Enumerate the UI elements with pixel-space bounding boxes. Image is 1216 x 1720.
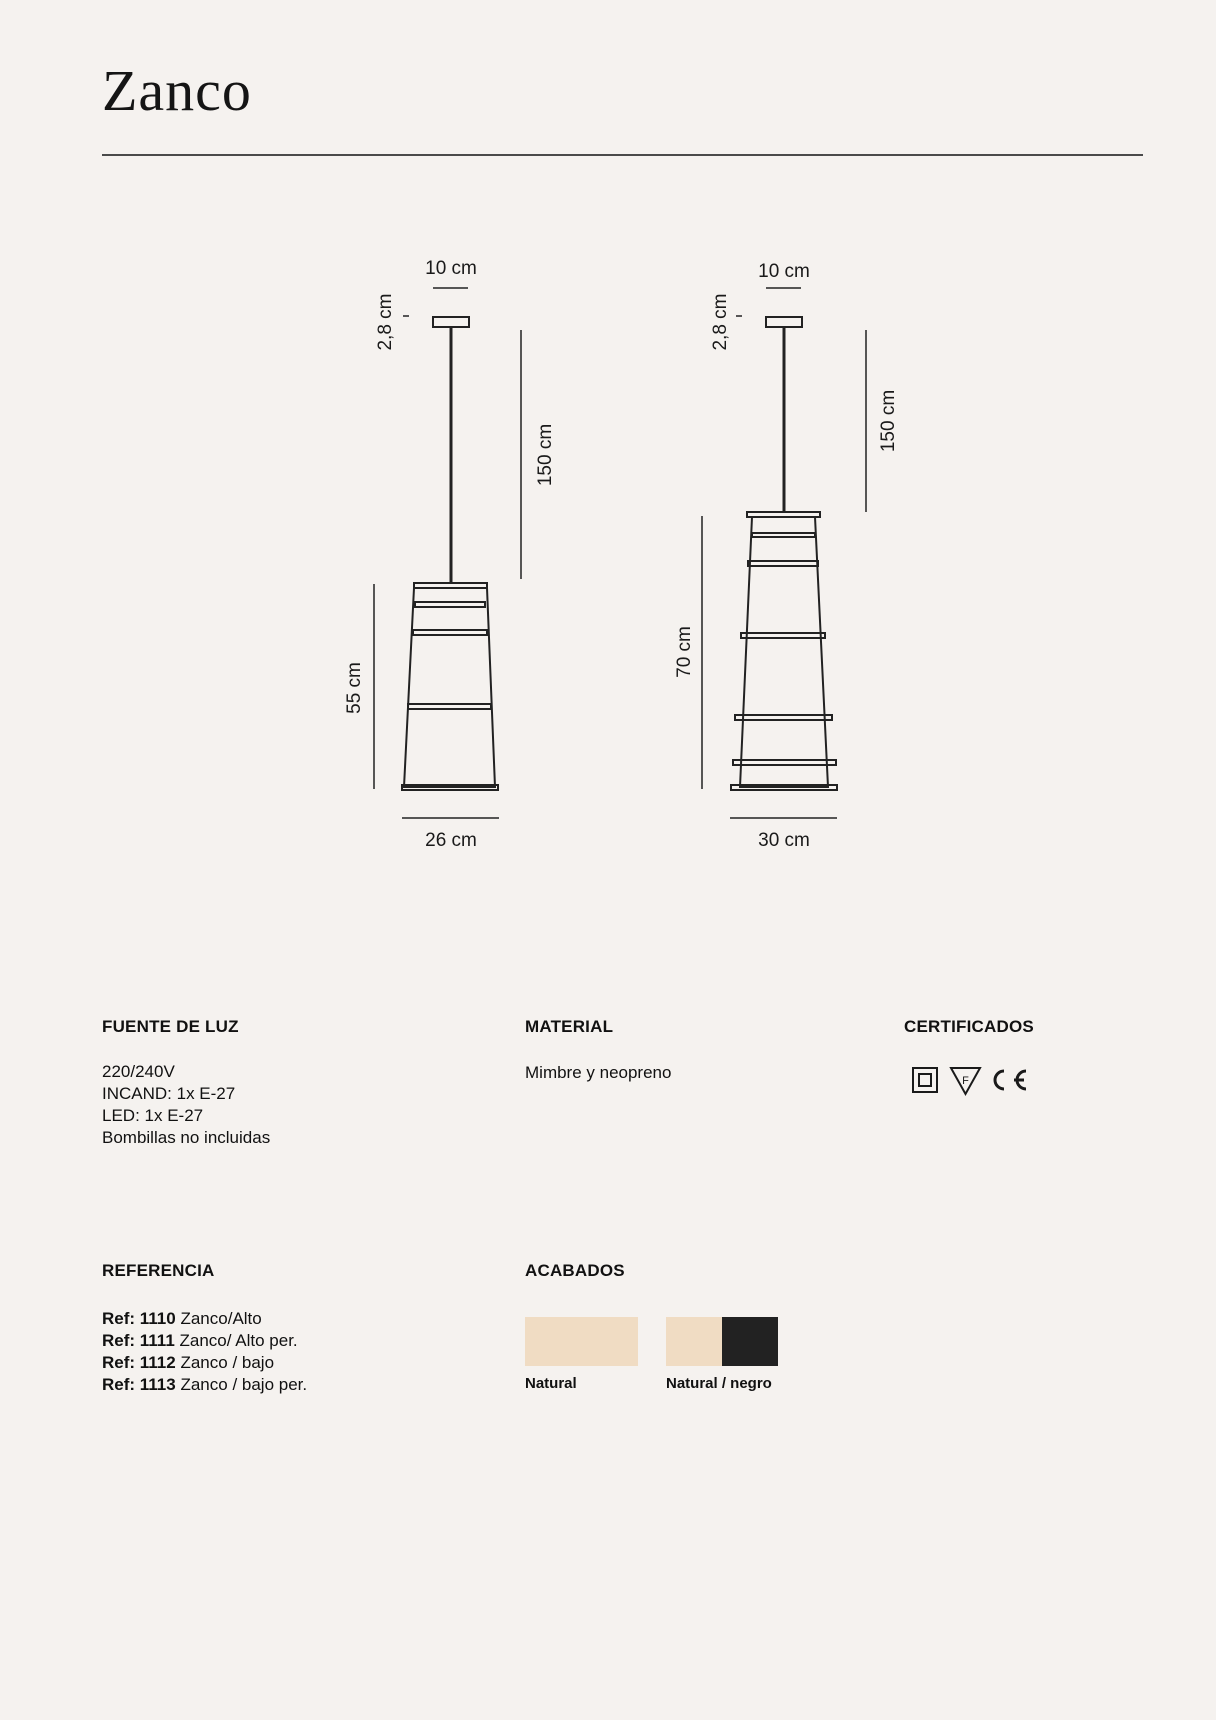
led-line: LED: 1x E-27 bbox=[102, 1106, 204, 1125]
small-canopy bbox=[433, 317, 469, 327]
large-top-width-label: 10 cm bbox=[758, 261, 810, 282]
certificates-heading: CERTIFICADOS bbox=[904, 1017, 1034, 1036]
material-heading: MATERIAL bbox=[525, 1017, 614, 1036]
finishes-heading: ACABADOS bbox=[525, 1261, 625, 1280]
light-source-heading: FUENTE DE LUZ bbox=[102, 1017, 239, 1036]
finish-swatch-natural bbox=[525, 1317, 638, 1366]
small-cable-length-label: 150 cm bbox=[535, 423, 556, 487]
reference-item bbox=[102, 1374, 307, 1396]
large-canopy bbox=[766, 317, 802, 327]
reference-item bbox=[102, 1352, 307, 1374]
reference-code: Ref: 1110 bbox=[102, 1309, 176, 1328]
large-cable-length-label: 150 cm bbox=[878, 389, 899, 453]
certificate-icons bbox=[910, 1063, 1034, 1097]
reference-list bbox=[102, 1308, 307, 1396]
bulbs-note-line: Bombillas no incluidas bbox=[102, 1128, 271, 1147]
large-lamp-drawing bbox=[674, 261, 899, 851]
reference-code: Ref: 1112 bbox=[102, 1353, 176, 1372]
large-base-width-label: 30 cm bbox=[758, 830, 810, 851]
ce-mark-icon bbox=[995, 1071, 1026, 1089]
reference-item bbox=[102, 1308, 307, 1330]
f-mark-triangle-icon bbox=[951, 1068, 980, 1094]
finish-swatch-natural-part bbox=[666, 1317, 722, 1366]
small-canopy-height-label: 2,8 cm bbox=[375, 293, 396, 351]
finish-label-natural: Natural bbox=[525, 1375, 577, 1392]
reference-heading: REFERENCIA bbox=[102, 1261, 215, 1280]
small-top-width-label: 10 cm bbox=[425, 258, 477, 279]
reference-name: Zanco/Alto bbox=[180, 1309, 262, 1328]
small-base-width-label: 26 cm bbox=[425, 830, 477, 851]
product-title: Zanco bbox=[102, 58, 252, 123]
svg-text:F: F bbox=[962, 1075, 969, 1087]
large-canopy-height-label: 2,8 cm bbox=[710, 293, 731, 351]
class-ii-double-insulation-icon bbox=[913, 1068, 937, 1092]
reference-name: Zanco / bajo per. bbox=[180, 1375, 308, 1394]
finish-label-natural-black: Natural / negro bbox=[666, 1375, 772, 1392]
small-lamp-drawing bbox=[344, 258, 556, 851]
finish-swatch-black-part bbox=[722, 1317, 778, 1366]
reference-name: Zanco/ Alto per. bbox=[179, 1331, 298, 1350]
reference-code: Ref: 1111 bbox=[102, 1331, 175, 1350]
small-shade-height-label: 55 cm bbox=[344, 662, 365, 714]
voltage-line: 220/240V bbox=[102, 1062, 175, 1081]
reference-item bbox=[102, 1330, 307, 1352]
small-shade bbox=[402, 583, 498, 790]
material-text: Mimbre y neopreno bbox=[525, 1063, 672, 1082]
reference-name: Zanco / bajo bbox=[180, 1353, 275, 1372]
light-source-specs bbox=[102, 1061, 270, 1149]
large-shade bbox=[731, 512, 837, 790]
incandescent-line: INCAND: 1x E-27 bbox=[102, 1084, 236, 1103]
reference-code: Ref: 1113 bbox=[102, 1375, 176, 1394]
large-shade-height-label: 70 cm bbox=[674, 626, 695, 678]
